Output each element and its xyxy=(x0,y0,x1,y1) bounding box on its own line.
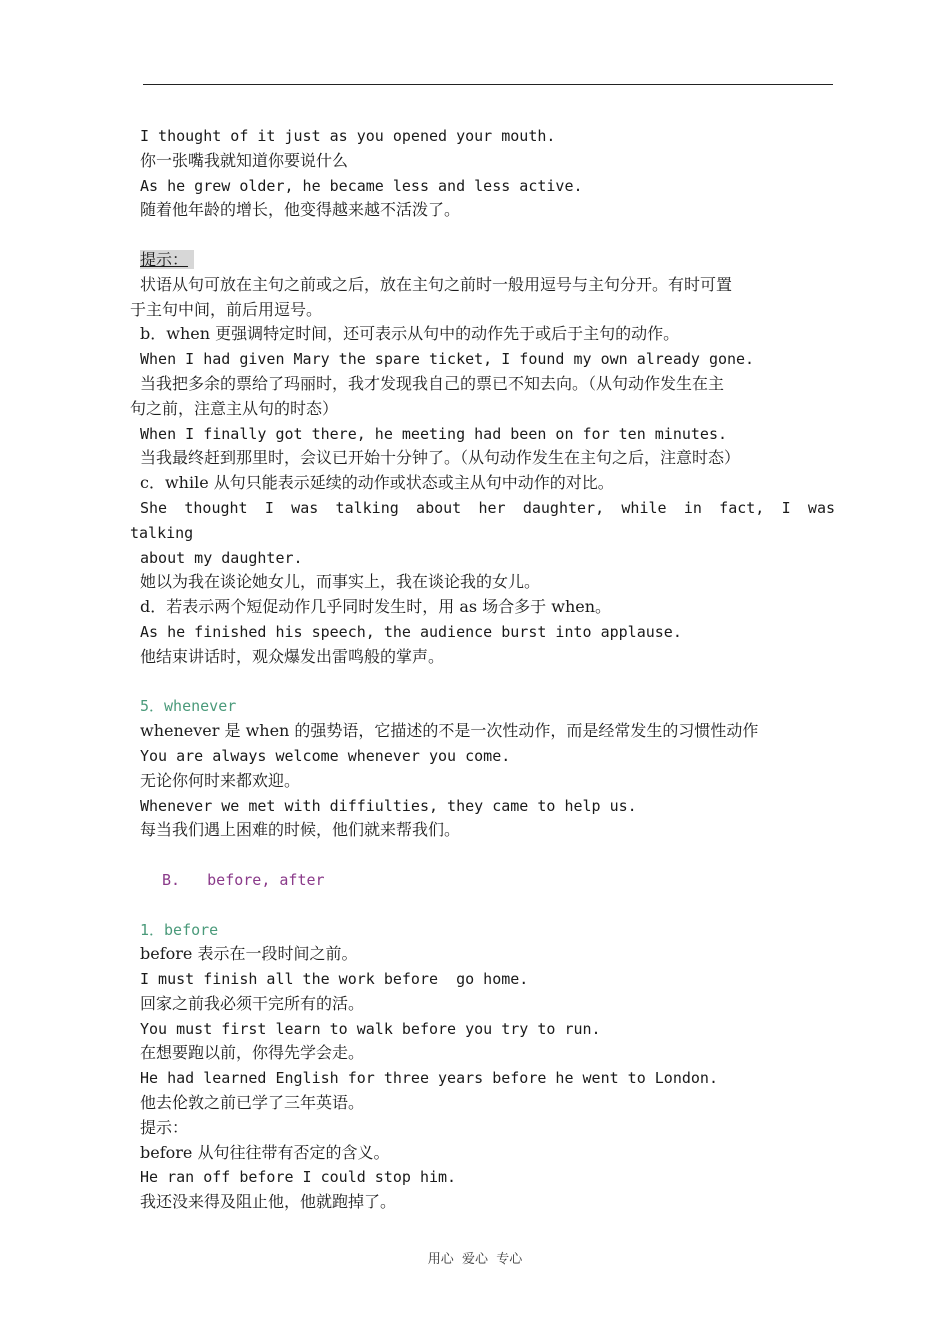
document-body xyxy=(130,124,835,1215)
text-line: Whenever we met with diffiulties, they came to help us. xyxy=(140,796,637,815)
spacer xyxy=(130,843,835,868)
text-line: 在想要跑以前，你得先学会走。 xyxy=(140,1043,365,1063)
section-heading-before: 1．before xyxy=(140,920,219,939)
text-line: 他去伦敦之前已学了三年英语。 xyxy=(140,1093,365,1113)
text-line: 你一张嘴我就知道你要说什么 xyxy=(140,150,349,170)
text-line: talking xyxy=(130,523,194,542)
text-line: whenever 是 when 的强势语，它描述的不是一次性动作，而是经常发生的习惯性动作 xyxy=(140,721,759,741)
text-line: As he grew older, he became less and less active. xyxy=(140,176,583,195)
text-line: d．若表示两个短促动作几乎同时发生时，用 as 场合多于 when。 xyxy=(140,597,612,617)
text-line: When I finally got there, he meeting had been on for ten minutes. xyxy=(140,424,727,443)
text-line: I must finish all the work before go home. xyxy=(140,970,529,989)
text-line: 他结束讲话时，观众爆发出雷鸣般的掌声。 xyxy=(140,646,445,666)
text-line: 无论你何时来都欢迎。 xyxy=(140,770,301,790)
text-line: 状语从句可放在主句之前或之后，放在主句之前时一般用逗号与主句分开。有时可置 xyxy=(140,274,733,294)
page-footer: 用心 爱心 专心 xyxy=(427,1252,523,1267)
header-rule xyxy=(143,84,833,85)
tip-label: 提示： xyxy=(140,250,194,269)
text-line: You must first learn to walk before you try to run. xyxy=(140,1019,601,1038)
spacer xyxy=(130,670,835,695)
text-line: He ran off before I could stop him. xyxy=(140,1168,457,1187)
text-line: 回家之前我必须干完所有的活。 xyxy=(140,993,365,1013)
text-line: 于主句中间，前后用逗号。 xyxy=(130,299,323,319)
text-line: 随着他年龄的增长，他变得越来越不活泼了。 xyxy=(140,200,461,220)
spacer xyxy=(130,893,835,918)
text-line: He had learned English for three years before he went to London. xyxy=(140,1069,718,1088)
text-line: c．while 从句只能表示延续的动作或状态或主从句中动作的对比。 xyxy=(140,473,614,493)
text-line: 当我最终赶到那里时，会议已开始十分钟了。（从句动作发生在主句之后，注意时态） xyxy=(140,448,741,468)
text-line: I thought of it just as you opened your mouth. xyxy=(140,127,556,145)
spacer xyxy=(130,223,835,248)
text-line: 句之前，注意主从句的时态） xyxy=(130,398,339,418)
text-line: When I had given Mary the spare ticket, I found my own already gone. xyxy=(140,350,755,369)
text-line: As he finished his speech, the audience burst into applause. xyxy=(140,622,682,641)
section-heading-whenever: 5．whenever xyxy=(140,697,237,716)
text-line: 她以为我在谈论她女儿，而事实上，我在谈论我的女儿。 xyxy=(140,572,541,592)
tip-label: 提示： xyxy=(140,1117,189,1137)
text-line: before 表示在一段时间之前。 xyxy=(140,944,358,964)
section-heading-b: B. before, after xyxy=(162,870,325,889)
tip-heading xyxy=(130,248,835,273)
text-line: before 从句往往带有否定的含义。 xyxy=(140,1142,390,1162)
text-line: 我还没来得及阻止他，他就跑掉了。 xyxy=(140,1192,397,1212)
text-line: She thought I was talking about her daughter, while in fact, I was xyxy=(140,498,835,517)
text-line: b．when 更强调特定时间，还可表示从句中的动作先于或后于主句的动作。 xyxy=(140,324,680,344)
text-line: 每当我们遇上困难的时候，他们就来帮我们。 xyxy=(140,820,461,840)
text-line: You are always welcome whenever you come. xyxy=(140,746,511,765)
text-line: about my daughter. xyxy=(140,548,303,567)
text-line: 当我把多余的票给了玛丽时，我才发现我自己的票已不知去向。（从句动作发生在主 xyxy=(140,373,725,393)
